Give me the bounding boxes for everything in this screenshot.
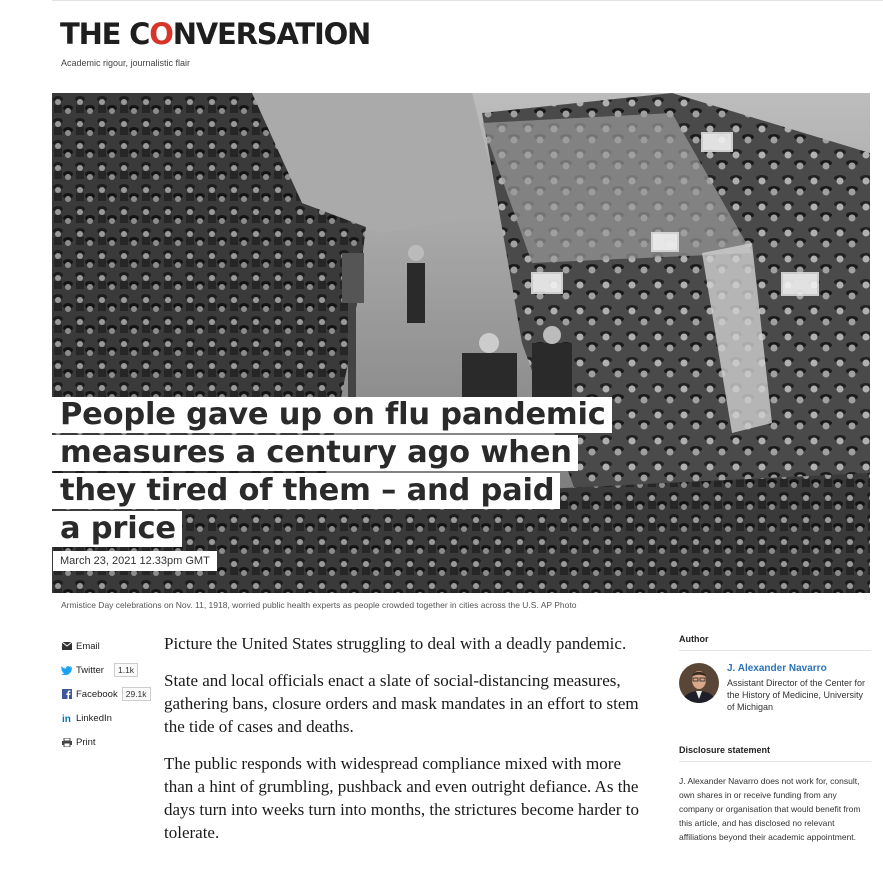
article-sidebar [679, 634, 871, 844]
headline-line: People gave up on flu pandemic [52, 397, 612, 433]
article-paragraph: The public responds with widespread compliance mixed with more than a hint of grumbling, pushback and even outright defiance. As the days turn into weeks turn into months, the strictures become harder to tolerate. [164, 754, 639, 842]
share-facebook-label: Facebook [76, 688, 118, 700]
facebook-share-count: 29.1k [122, 687, 151, 701]
headline-line: measures a century ago when [52, 435, 578, 471]
envelope-icon [61, 641, 72, 652]
share-links [61, 640, 161, 760]
author-heading: Author [679, 634, 871, 651]
site-tagline: Academic rigour, journalistic flair [61, 58, 191, 68]
share-linkedin-label: LinkedIn [76, 712, 112, 724]
share-linkedin-button[interactable] [61, 712, 161, 724]
top-divider [52, 0, 883, 1]
print-label: Print [76, 736, 96, 748]
author-avatar[interactable] [679, 663, 719, 703]
share-twitter-button[interactable] [61, 664, 161, 676]
share-twitter-label: Twitter [76, 664, 104, 676]
linkedin-icon [61, 713, 72, 724]
logo-text-end: NVERSATION [172, 17, 371, 51]
share-email-button[interactable] [61, 640, 161, 652]
print-button[interactable] [61, 736, 161, 748]
author-name-link[interactable]: J. Alexander Navarro [727, 663, 827, 674]
image-caption: Armistice Day celebrations on Nov. 11, 1918, worried public health experts as people crowded together in cities across the U.S. AP Photo [61, 600, 577, 610]
twitter-bird-icon [61, 665, 72, 676]
facebook-icon [61, 689, 72, 700]
author-role: Assistant Director of the Center for the History of Medicine, University of Michigan [727, 678, 866, 712]
author-card [679, 663, 871, 713]
logo-text-start: THE C [60, 17, 150, 51]
article-paragraph: State and local officials enact a slate of social-distancing measures, gathering bans, closure orders and mask mandates in an effort to stem the tide of cases and deaths. [164, 671, 639, 736]
article-headline [52, 396, 652, 548]
headline-line: a price [52, 511, 182, 547]
publish-date: March 23, 2021 12.33pm GMT [53, 551, 217, 571]
article-body [164, 632, 644, 858]
share-facebook-button[interactable] [61, 688, 161, 700]
printer-icon [61, 737, 72, 748]
twitter-share-count: 1.1k [114, 663, 138, 677]
headline-line: they tired of them – and paid [52, 473, 560, 509]
article-paragraph: Picture the United States struggling to deal with a deadly pandemic. [164, 634, 627, 653]
disclosure-heading: Disclosure statement [679, 745, 871, 762]
disclosure-text: J. Alexander Navarro does not work for, consult, own shares in or receive funding from any company or organisation that would benefit from this article, and has disclosed no relevant affiliations beyond their academic appointment. [679, 776, 861, 842]
share-email-label: Email [76, 640, 100, 652]
svg-text:in: in [61, 714, 71, 723]
logo-speech-bubble: O [149, 17, 173, 51]
site-logo[interactable] [60, 17, 370, 51]
